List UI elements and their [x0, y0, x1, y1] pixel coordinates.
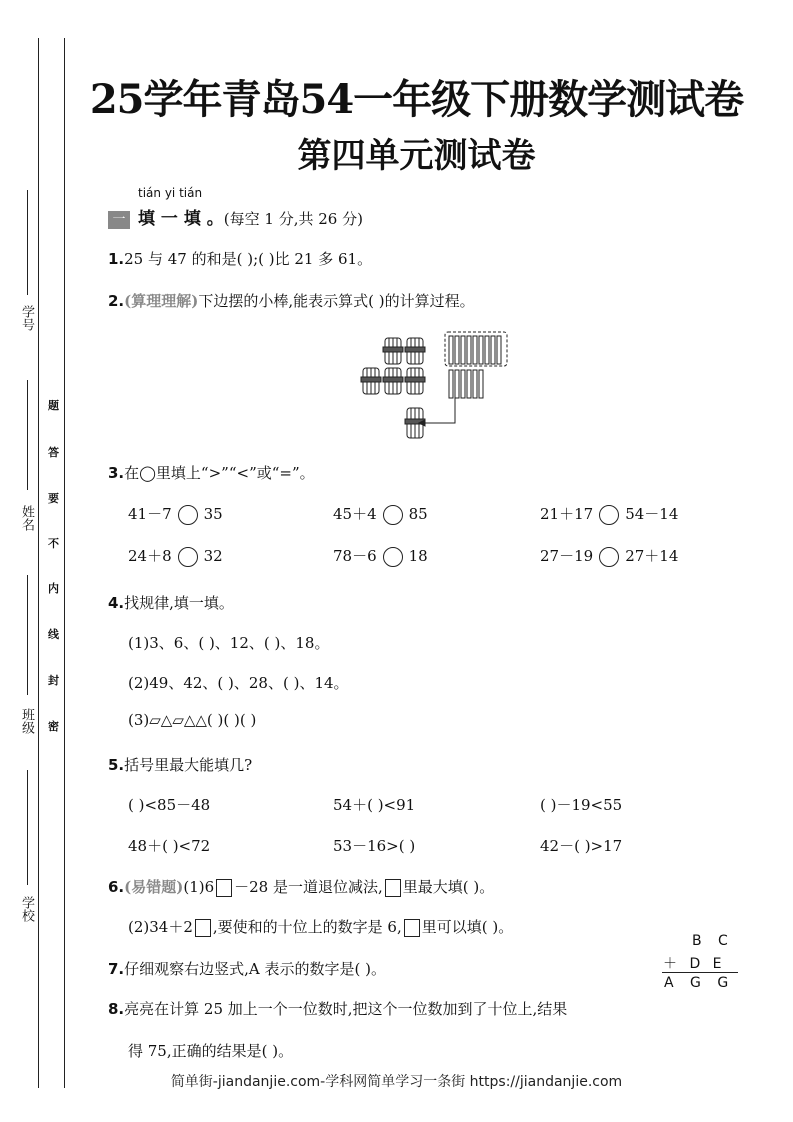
- compare-left: 41－7: [128, 505, 172, 523]
- compare-circle[interactable]: [599, 547, 619, 567]
- section-note: (每空 1 分,共 26 分): [223, 210, 363, 228]
- blank-box[interactable]: [216, 879, 232, 897]
- seal-char: 题: [48, 399, 59, 412]
- question-number: 5.: [108, 756, 125, 774]
- q6-line1-part: (1)6: [183, 878, 215, 896]
- question-4: [108, 592, 234, 613]
- compare-circle[interactable]: [599, 505, 619, 525]
- seal-char: 封: [48, 674, 59, 687]
- compare-item: [333, 545, 428, 567]
- question-6: [108, 876, 494, 897]
- question-8: [108, 998, 567, 1019]
- q6-line2-part: ,要使和的十位上的数字是 6,: [212, 918, 402, 936]
- name-label: 姓名: [19, 505, 34, 531]
- question-text: 下边摆的小棒,能表示算式( )的计算过程。: [198, 292, 475, 310]
- question-number: 4.: [108, 594, 125, 612]
- stick-bundle: [361, 368, 381, 394]
- page-title: 25学年青岛54一年级下册数学测试卷: [89, 76, 744, 123]
- compare-item: [128, 545, 223, 567]
- question-tag: (算理理解): [124, 292, 199, 310]
- q6-line1-part: 里最大填( )。: [402, 878, 495, 896]
- question-2: [108, 290, 475, 311]
- blank-box[interactable]: [195, 919, 211, 937]
- student-id-label: 学号: [19, 305, 34, 331]
- question-number: 3.: [108, 464, 125, 482]
- compare-right: 27＋14: [625, 547, 679, 565]
- question-number: 8.: [108, 1000, 125, 1018]
- question-text: 找规律,填一填。: [124, 594, 234, 612]
- seal-char: 线: [48, 628, 59, 641]
- question-1: [108, 248, 372, 269]
- question-number: 1.: [108, 250, 125, 268]
- compare-right: 54－14: [625, 505, 679, 523]
- compare-left: 27－19: [540, 547, 594, 565]
- sticks-illustration: [355, 328, 515, 443]
- question-text: 亮亮在计算 25 加上一个一位数时,把这个一位数加到了十位上,结果: [124, 1000, 568, 1018]
- question-number: 7.: [108, 960, 125, 978]
- max-fill-item: 54＋( )<91: [333, 796, 416, 814]
- q6-line1-part: －28 是一道退位减法,: [234, 878, 383, 896]
- compare-right: 35: [203, 505, 223, 523]
- compare-circle[interactable]: [383, 547, 403, 567]
- q6-line2-part: 里可以填( )。: [421, 918, 514, 936]
- blank-box[interactable]: [385, 879, 401, 897]
- question-text: 在◯里填上“>”“<”或“=”。: [124, 464, 315, 482]
- max-fill-item: 42－( )>17: [540, 837, 623, 855]
- pattern-line: (2)49、42、( )、28、( )、14。: [128, 674, 349, 692]
- question-6-part-2: [128, 916, 513, 937]
- question-number: 6.: [108, 878, 125, 896]
- vertical-addition-row2: ＋ D E: [663, 956, 726, 972]
- compare-item: [128, 503, 223, 525]
- question-text: 仔细观察右边竖式,A 表示的数字是( )。: [124, 960, 386, 978]
- compare-left: 21＋17: [540, 505, 594, 523]
- stick-bundle: [383, 338, 403, 364]
- stick-bundle: [383, 368, 403, 394]
- school-label: 学校: [19, 896, 34, 922]
- compare-left: 78－6: [333, 547, 377, 565]
- max-fill-item: ( )－19<55: [540, 796, 623, 814]
- section-title: 填 一 填 。: [138, 209, 224, 229]
- compare-left: 45＋4: [333, 505, 377, 523]
- class-line: [27, 575, 28, 695]
- footer-watermark: 简单街-jiandanjie.com-学科网简单学习一条街 https://jiandanjie.com: [170, 1074, 623, 1090]
- question-3: [108, 462, 315, 483]
- compare-circle[interactable]: [383, 505, 403, 525]
- stick-bundle: [405, 338, 425, 364]
- vertical-addition-rule: [662, 972, 738, 973]
- q6-line2-part: (2)34＋2: [128, 918, 193, 936]
- question-tag: (易错题): [124, 878, 184, 896]
- compare-circle[interactable]: [178, 547, 198, 567]
- single-sticks: [449, 336, 501, 398]
- compare-right: 18: [408, 547, 428, 565]
- compare-item: [333, 503, 428, 525]
- compare-circle[interactable]: [178, 505, 198, 525]
- pattern-line: (3)▱△▱△△( )( )( ): [128, 711, 257, 729]
- question-7: [108, 958, 386, 979]
- seal-char: 要: [48, 492, 59, 505]
- stick-bundle: [405, 368, 425, 394]
- section-badge: 一: [108, 211, 130, 229]
- question-text: 括号里最大能填几?: [124, 756, 253, 774]
- vertical-addition-row3: A G G: [664, 975, 735, 991]
- question-number: 2.: [108, 292, 125, 310]
- margin-border-right: [64, 38, 65, 1088]
- section-pinyin: tián yi tián: [138, 186, 203, 200]
- student-id-line: [27, 190, 28, 295]
- max-fill-item: 53－16>( ): [333, 837, 416, 855]
- class-label: 班级: [19, 708, 34, 734]
- question-8-line-2: 得 75,正确的结果是( )。: [128, 1042, 294, 1060]
- compare-right: 32: [203, 547, 223, 565]
- question-text: 25 与 47 的和是( );( )比 21 多 61。: [124, 250, 373, 268]
- seal-char: 内: [48, 582, 59, 595]
- compare-left: 24＋8: [128, 547, 172, 565]
- school-line: [27, 770, 28, 885]
- compare-item: [540, 545, 678, 567]
- question-5: [108, 754, 252, 775]
- pattern-line: (1)3、6、( )、12、( )、18。: [128, 634, 330, 652]
- blank-box[interactable]: [404, 919, 420, 937]
- compare-item: [540, 503, 678, 525]
- max-fill-item: 48＋( )<72: [128, 837, 211, 855]
- seal-char: 答: [48, 446, 59, 459]
- name-line: [27, 380, 28, 490]
- seal-char: 不: [48, 537, 59, 550]
- compare-right: 85: [408, 505, 428, 523]
- margin-border-left: [38, 38, 39, 1088]
- page-subtitle: 第四单元测试卷: [297, 136, 536, 176]
- seal-char: 密: [48, 720, 59, 733]
- vertical-addition-row1: B C: [692, 933, 734, 949]
- max-fill-item: ( )<85－48: [128, 796, 211, 814]
- section-header: [108, 204, 363, 229]
